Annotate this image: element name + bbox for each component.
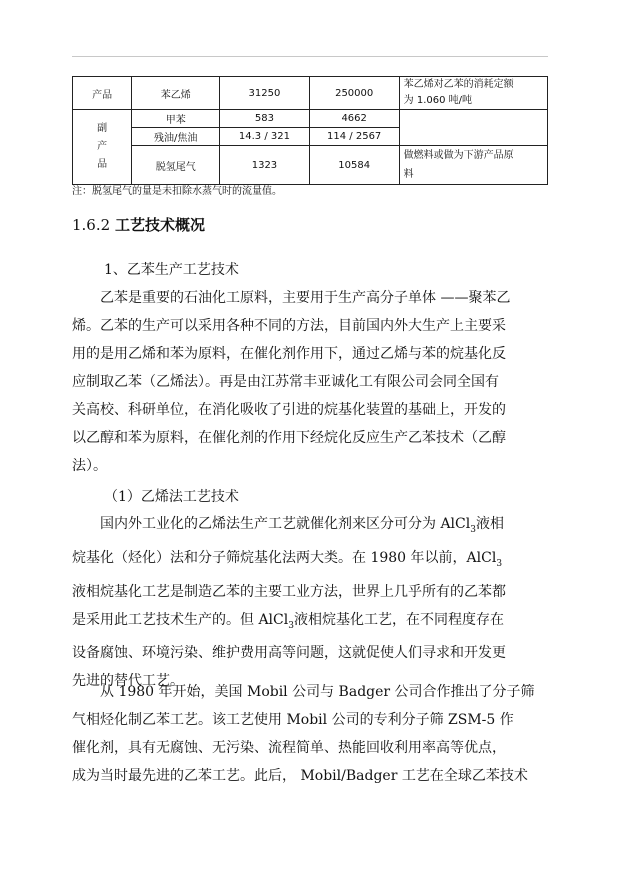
note-line: 为 1.060 吨/吨 (403, 95, 473, 106)
product-name-cell: 甲苯 (132, 110, 220, 128)
note-line: 做燃料或做为下游产品原 (403, 150, 514, 161)
text-line: 应制取乙苯（乙烯法）。再是由江苏常丰亚诚化工有限公司会同全国有 (72, 374, 499, 390)
byproduct-char: 品 (97, 159, 108, 170)
text-line: 气相烃化制乙苯工艺。该工艺使用 Mobil 公司的专利分子筛 ZSM-5 作 (72, 712, 514, 728)
note-line: 料 (403, 169, 414, 180)
product-table (72, 76, 548, 185)
note-cell (399, 146, 547, 185)
text-line: 关高校、科研单位，在消化吸收了引进的烷基化装置的基础上，开发的 (72, 402, 506, 418)
note-cell (399, 77, 547, 110)
subscript: 3 (288, 620, 294, 631)
category-cell: 产品 (73, 77, 132, 110)
table-row (73, 146, 548, 185)
table-row (73, 77, 548, 110)
value-cell: 31250 (220, 77, 309, 110)
section-heading (72, 214, 205, 235)
byproduct-category-cell (73, 110, 132, 185)
table-footnote: 注：脱氢尾气的量是未扣除水蒸气时的流量值。 (72, 186, 282, 197)
text-line: 设备腐蚀、环境污染、维护费用高等问题，这就促使人们寻求和开发更 (72, 645, 506, 662)
text-run: 烷基化（烃化）法和分子筛烷基化法两大类。在 1980 年以前，AlCl (72, 549, 497, 566)
table-row (73, 110, 548, 128)
value-cell: 1323 (220, 146, 309, 185)
value-cell: 14.3 / 321 (220, 128, 309, 146)
text-run: 液相 (475, 516, 504, 532)
page-header-rule (72, 56, 548, 57)
text-line: 成为当时最先进的乙苯工艺。此后， Mobil/Badger 工艺在全球乙苯技术 (72, 768, 528, 784)
section-number: 1.6.2 (72, 216, 115, 234)
text-run: 液相烷基化工艺，在不同程度存在 (293, 611, 504, 628)
text-line: 催化剂，具有无腐蚀、无污染、流程简单、热能回收利用率高等优点， (72, 740, 506, 756)
product-name-cell: 苯乙烯 (132, 77, 220, 110)
text-line (72, 544, 548, 578)
byproduct-char: 产 (97, 141, 108, 152)
byproduct-char: 副 (97, 123, 108, 134)
value-cell: 250000 (309, 77, 399, 110)
value-cell: 583 (220, 110, 309, 128)
paragraph (72, 510, 548, 695)
paragraph (72, 678, 548, 790)
value-cell: 114 / 2567 (309, 128, 399, 146)
text-line (72, 510, 548, 544)
paragraph (72, 284, 548, 480)
subsection-title: 1、乙苯生产工艺技术 (104, 262, 239, 278)
text-line: 以乙醇和苯为原料，在催化剂的作用下经烷化反应生产乙苯技术（乙醇 (72, 430, 506, 446)
section-title: 工艺技术概况 (114, 216, 205, 234)
text-run: 是采用此工艺技术生产的。但 AlCl (72, 611, 289, 628)
value-cell: 4662 (309, 110, 399, 128)
empty-note-cell (399, 110, 547, 146)
text-line: 烯。乙苯的生产可以采用各种不同的方法，目前国内外大生产上主要采 (72, 318, 506, 334)
text-line: 液相烷基化工艺是制造乙苯的主要工业方法，世界上几乎所有的乙苯都 (72, 583, 506, 600)
subscript: 3 (496, 558, 503, 569)
text-line: 从 1980 年开始，美国 Mobil 公司与 Badger 公司合作推出了分子筛 (100, 684, 535, 700)
note-line: 苯乙烯对乙苯的消耗定额 (403, 79, 514, 90)
text-line: 先进的替代工艺。 (72, 673, 184, 690)
text-line (72, 606, 548, 640)
subsection-title: （1）乙烯法工艺技术 (104, 489, 239, 505)
text-line: 法）。 (72, 458, 107, 474)
subscript: 3 (470, 524, 476, 535)
text-line: 乙苯是重要的石油化工原料，主要用于生产高分子单体 ——聚苯乙 (100, 290, 511, 306)
product-name-cell: 残油/焦油 (132, 128, 220, 146)
text-run: 国内外工业化的乙烯法生产工艺就催化剂来区分可分为 AlCl (100, 516, 471, 532)
text-line: 用的是用乙烯和苯为原料，在催化剂作用下，通过乙烯与苯的烷基化反 (72, 346, 506, 362)
product-name-cell: 脱氢尾气 (132, 146, 220, 185)
value-cell: 10584 (309, 146, 399, 185)
